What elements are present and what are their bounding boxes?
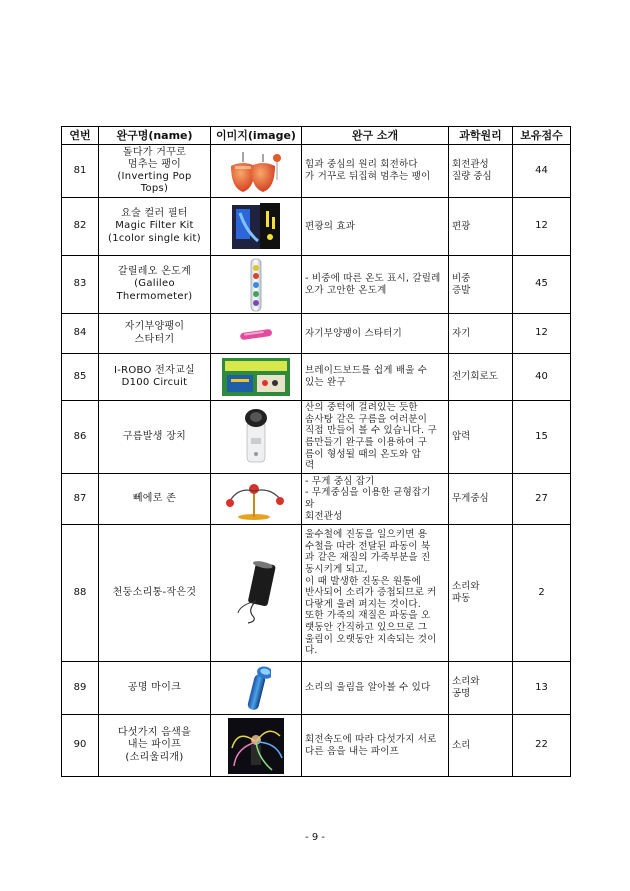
toy-intro: 힘과 중심의 원리 회전하다 가 거꾸로 뒤집혀 멈추는 팽이: [302, 145, 449, 198]
table-row: [62, 401, 571, 474]
row-number: 86: [62, 401, 99, 474]
toy-name: 뻬에로 존: [99, 474, 211, 525]
toy-intro: - 비중에 따른 온도 표시, 갈릴레 오가 고안한 온도계: [302, 256, 449, 314]
row-number: 88: [62, 525, 99, 662]
row-number: 82: [62, 198, 99, 256]
table-header-row: [62, 127, 571, 145]
toy-image-cell: [211, 198, 302, 256]
toy-intro: 산의 중턱에 걸려있는 듯한 솜사탕 같은 구름을 여러분이 직접 만들어 볼 수 있습니다. 구 름만들기 완구를 이용하여 구 름이 형성될 때의 온도와 압 력: [302, 401, 449, 474]
toy-intro: 울수철에 진동을 일으키면 용 수철을 따라 전달된 파동이 북 과 같은 재질의 가죽부분을 진 동시키게 되고, 이 때 발생한 진동은 원통에 반사되어 소리가 증첩되므로 커 다랗게 울려 퍼지는 것이다. 또한 가죽의 재질은 파동을 오 랫동안 간직하고 있으므로 그 울림이 오랫동안 지속되는 것이 다.: [302, 525, 449, 662]
table-row: [62, 474, 571, 525]
toy-name: 공명 마이크: [99, 662, 211, 715]
toy-image-cell: [211, 314, 302, 354]
table-row: [62, 354, 571, 401]
quantity: 45: [513, 256, 571, 314]
toy-image-cell: [211, 401, 302, 474]
quantity: 44: [513, 145, 571, 198]
toy-image-cell: [211, 474, 302, 525]
table-row: [62, 198, 571, 256]
table-row: [62, 145, 571, 198]
quantity: 15: [513, 401, 571, 474]
row-number: 87: [62, 474, 99, 525]
table-row: [62, 256, 571, 314]
magic-filter-icon: [230, 201, 282, 253]
thunder-drum-icon: [234, 561, 278, 625]
science-principle: 전기회로도: [449, 354, 513, 401]
science-principle: 소리와 공명: [449, 662, 513, 715]
toy-image-cell: [211, 715, 302, 777]
quantity: 13: [513, 662, 571, 715]
toy-image-cell: [211, 256, 302, 314]
science-principle: 비중 증발: [449, 256, 513, 314]
row-number: 81: [62, 145, 99, 198]
row-number: 85: [62, 354, 99, 401]
science-principle: 소리: [449, 715, 513, 777]
row-number: 89: [62, 662, 99, 715]
toy-name: 다섯가지 음색을 내는 파이프 (소리울리개): [99, 715, 211, 777]
circuit-kit-icon: [221, 357, 291, 397]
quantity: 12: [513, 198, 571, 256]
toy-image-cell: [211, 662, 302, 715]
toy-name: 구름발생 장치: [99, 401, 211, 474]
toy-name: 돌다가 거꾸로 멈추는 팽이 (Inverting Pop Tops): [99, 145, 211, 198]
science-principle: 압력: [449, 401, 513, 474]
toy-name: 요술 컬러 필터 Magic Filter Kit (1color single kit): [99, 198, 211, 256]
header-toy-name: 완구명(name): [99, 127, 211, 145]
header-image: 이미지(image): [211, 127, 302, 145]
galileo-thermometer-icon: [244, 258, 268, 312]
row-number: 83: [62, 256, 99, 314]
toy-image-cell: [211, 525, 302, 662]
toy-intro: 브레이드보드를 쉽게 배울 수 있는 완구: [302, 354, 449, 401]
science-principle: 편광: [449, 198, 513, 256]
balance-toy-icon: [224, 477, 288, 521]
science-principle: 자기: [449, 314, 513, 354]
page-number: - 9 -: [305, 832, 325, 843]
toy-intro: 회전속도에 따라 다섯가지 서로 다른 음을 내는 파이프: [302, 715, 449, 777]
row-number: 90: [62, 715, 99, 777]
levitation-top-icon: [236, 323, 276, 345]
table-row: [62, 525, 571, 662]
echo-mic-icon: [241, 664, 271, 712]
toy-name: 자기부양팽이 스타터기: [99, 314, 211, 354]
science-principle: 소리와 파동: [449, 525, 513, 662]
toy-image-cell: [211, 145, 302, 198]
header-quantity: 보유점수: [513, 127, 571, 145]
toy-intro: 편광의 효과: [302, 198, 449, 256]
science-principle: 무게중심: [449, 474, 513, 525]
cloud-generator-icon: [241, 408, 271, 466]
row-number: 84: [62, 314, 99, 354]
header-number: 연번: [62, 127, 99, 145]
toy-name: 갈릴레오 온도계 (Galileo Thermometer): [99, 256, 211, 314]
science-principle: 회전관성 질량 중심: [449, 145, 513, 198]
toy-intro: 소리의 울림을 알아볼 수 있다: [302, 662, 449, 715]
table-row: [62, 314, 571, 354]
quantity: 27: [513, 474, 571, 525]
toy-inventory-table: [61, 126, 571, 777]
header-toy-intro: 완구 소개: [302, 127, 449, 145]
quantity: 40: [513, 354, 571, 401]
inverting-top-icon: [225, 148, 287, 194]
header-principle: 과학원리: [449, 127, 513, 145]
toy-name: I-ROBO 전자교실 D100 Circuit: [99, 354, 211, 401]
toy-image-cell: [211, 354, 302, 401]
toy-name: 천둥소리통-작은것: [99, 525, 211, 662]
table-row: [62, 715, 571, 777]
table-row: [62, 662, 571, 715]
sound-pipe-icon: [228, 718, 284, 774]
toy-intro: - 무게 중심 잡기 - 무게중심을 이용한 균형잡기 와 회전관성: [302, 474, 449, 525]
quantity: 22: [513, 715, 571, 777]
toy-intro: 자기부양팽이 스타터기: [302, 314, 449, 354]
quantity: 2: [513, 525, 571, 662]
quantity: 12: [513, 314, 571, 354]
